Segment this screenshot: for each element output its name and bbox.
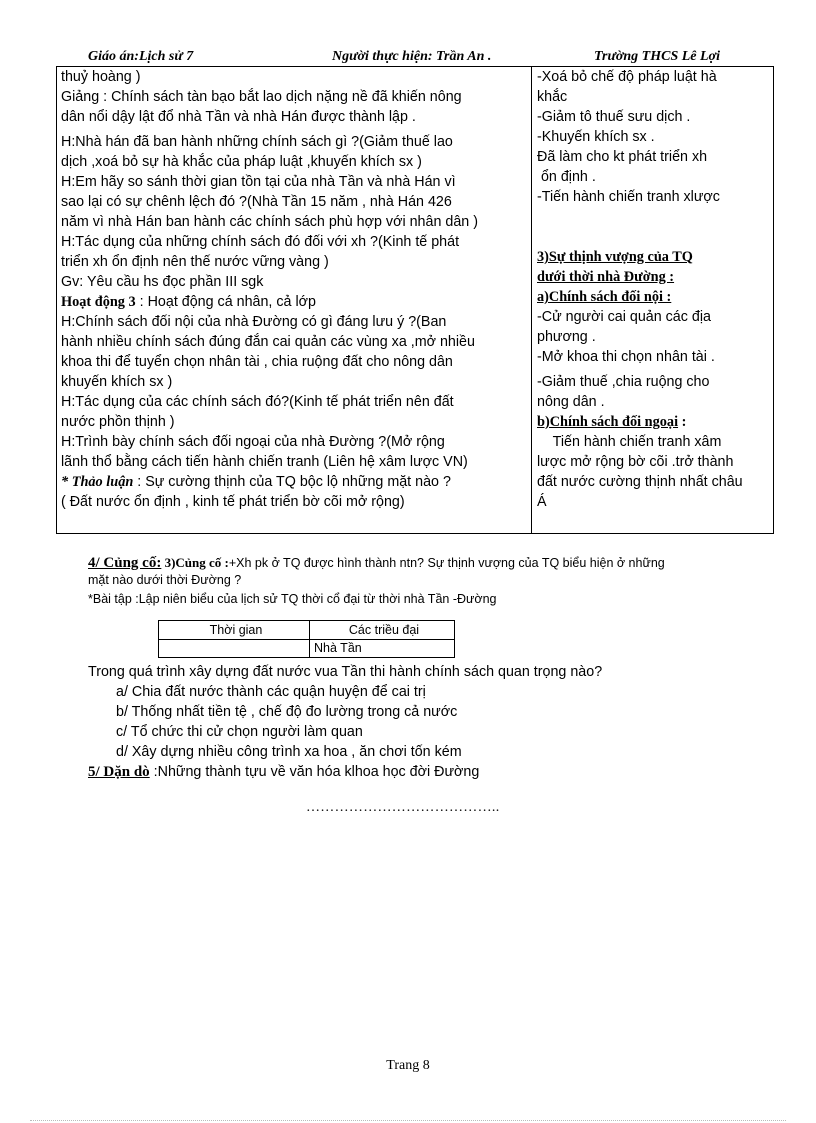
section-heading: 3)Sự thịnh vượng của TQ	[537, 249, 693, 265]
consolidation-title: 4/ Củng cố:	[88, 555, 162, 571]
text-line: -Tiến hành chiến tranh xlược	[537, 189, 720, 205]
text-line: Gv: Yêu cầu hs đọc phần III sgk	[61, 274, 264, 290]
quiz-question: Trong quá trình xây dựng đất nước vua Tần thi hành chính sách quan trọng nào?	[88, 664, 603, 680]
subsection-label: b)Chính sách đối ngoại	[537, 414, 679, 430]
consolidation-question: +Xh pk ở TQ được hình thành ntn? Sự thịnh vượng của TQ biểu hiện ở những	[228, 556, 665, 570]
subsection-heading	[537, 412, 771, 432]
text-line: Đã làm cho kt phát triển xh	[537, 149, 708, 165]
activity-text: : Hoạt động cá nhân, cả lớp	[135, 294, 316, 310]
homework-label: 5/ Dặn dò	[88, 764, 150, 780]
header-subject: Giáo án:Lịch sử 7	[88, 49, 194, 64]
text-line: H:Nhà hán đã ban hành những chính sách gì ?(Giảm thuế lao	[61, 134, 453, 150]
teacher-activities-column	[61, 67, 527, 512]
text-line: H:Tác dụng của những chính sách đó đối với xh ?(Kinh tế phát	[61, 234, 460, 250]
consolidation-subtitle: 3)Củng cố :	[161, 555, 229, 570]
table-cell-dynasty: Nhà Tần	[310, 639, 455, 658]
column-divider	[531, 67, 532, 533]
text-line: khuyến khích sx )	[61, 374, 173, 390]
text-line: dịch ,xoá bỏ sự hà khắc của pháp luật ,khuyến khích sx )	[61, 154, 422, 170]
text-line: lược mở rộng bờ cõi .trở thành	[537, 454, 734, 470]
section-heading-cont: dưới thời nhà Đường :	[537, 269, 675, 285]
lesson-content-column	[537, 67, 771, 512]
text-line: ổn định .	[537, 169, 596, 185]
text-line: nước phồn thịnh )	[61, 414, 175, 430]
discussion-line	[61, 472, 527, 492]
activity-heading	[61, 292, 527, 312]
text-line: ( Đất nước ổn định , kinh tế phát triển bờ cõi mở rộng)	[61, 494, 405, 510]
text-line: -Giảm tô thuế sưu dịch .	[537, 109, 691, 125]
exercise-text: *Bài tập :Lập niên biểu của lịch sử TQ thời cổ đại từ thời nhà Tần -Đường	[88, 592, 497, 606]
text-line: nông dân .	[537, 394, 605, 410]
dotted-divider: …………………………………..	[306, 800, 500, 815]
subsection-colon: :	[678, 414, 687, 430]
text-line: -Giảm thuế ,chia ruộng cho	[537, 374, 710, 390]
discussion-text: : Sự cường thịnh của TQ bộc lộ những mặt nào ?	[133, 474, 451, 490]
text-line: sao lại có sự chênh lệch đó ?(Nhà Tần 15 năm , nhà Hán 426	[61, 194, 452, 210]
text-line: -Xoá bỏ chế độ pháp luật hà	[537, 69, 717, 85]
text-line: H:Tác dụng của các chính sách đó?(Kinh tế phát triển nên đất	[61, 394, 454, 410]
text-line: -Khuyến khích sx .	[537, 129, 655, 145]
text-line: Giảng : Chính sách tàn bạo bắt lao dịch nặng nề đã khiến nông	[61, 89, 462, 105]
header-school: Trường THCS Lê Lợi	[594, 49, 720, 64]
quiz-option-c: c/ Tổ chức thi cử chọn người làm quan	[116, 724, 363, 740]
text-line: hành nhiều chính sách đúng đắn cai quản các vùng xa ,mở nhiều	[61, 334, 475, 350]
text-line: khoa thi để tuyển chọn nhân tài , chia ruộng đất cho nông dân	[61, 354, 453, 370]
consolidation-line-2: mặt nào dưới thời Đường ?	[88, 573, 242, 587]
spacer	[537, 207, 771, 227]
text-line: Tiến hành chiến tranh xâm	[537, 434, 722, 450]
page-number: Trang 8	[386, 1058, 430, 1073]
text-line: -Cử người cai quản các địa	[537, 309, 711, 325]
text-line: dân nổi dậy lật đổ nhà Tần và nhà Hán được thành lập .	[61, 109, 416, 125]
page-header	[88, 49, 748, 67]
table-row	[159, 639, 455, 658]
text-line: triển xh ổn định nên thế nước vững vàng )	[61, 254, 329, 270]
timeline-table	[158, 620, 455, 658]
text-line: -Mở khoa thi chọn nhân tài .	[537, 349, 715, 365]
text-line: H:Em hãy so sánh thời gian tồn tại của nhà Tần và nhà Hán vì	[61, 174, 456, 190]
quiz-section	[88, 662, 768, 762]
text-line: H:Trình bày chính sách đối ngoại của nhà Đường ?(Mở rộng	[61, 434, 445, 450]
quiz-option-d: d/ Xây dựng nhiều công trình xa hoa , ăn chơi tốn kém	[116, 744, 462, 760]
text-line: thuỷ hoàng )	[61, 69, 141, 85]
text-line: năm vì nhà Hán ban hành các chính sách phù hợp với nhân dân )	[61, 214, 478, 230]
consolidation-section	[88, 554, 768, 608]
text-line: khắc	[537, 89, 568, 105]
text-line: Á	[537, 494, 547, 510]
table-header-row	[159, 621, 455, 640]
lesson-table	[56, 66, 774, 534]
header-author: Người thực hiện: Trần An .	[332, 49, 492, 64]
subsection-heading: a)Chính sách đối nội :	[537, 289, 672, 305]
discussion-label: * Thảo luận	[61, 474, 134, 490]
homework-section	[88, 764, 479, 781]
spacer	[537, 227, 771, 247]
table-cell-time	[159, 639, 310, 658]
table-header-dynasty: Các triều đại	[310, 621, 455, 640]
activity-label: Hoạt động 3	[61, 294, 136, 310]
page-bottom-border	[30, 1120, 786, 1121]
homework-text: :Những thành tựu về văn hóa klhoa học đời Đường	[149, 764, 480, 780]
consolidation-line	[88, 554, 768, 572]
table-header-time: Thời gian	[159, 621, 310, 640]
text-line: phương .	[537, 329, 596, 345]
quiz-option-b: b/ Thống nhất tiền tệ , chế độ đo lường trong cả nước	[116, 704, 458, 720]
text-line: đất nước cường thịnh nhất châu	[537, 474, 743, 490]
quiz-option-a: a/ Chia đất nước thành các quận huyện để cai trị	[116, 684, 426, 700]
text-line: H:Chính sách đối nội của nhà Đường có gì đáng lưu ý ?(Ban	[61, 314, 447, 330]
text-line: lãnh thổ bằng cách tiến hành chiến tranh (Liên hệ xâm lược VN)	[61, 454, 468, 470]
